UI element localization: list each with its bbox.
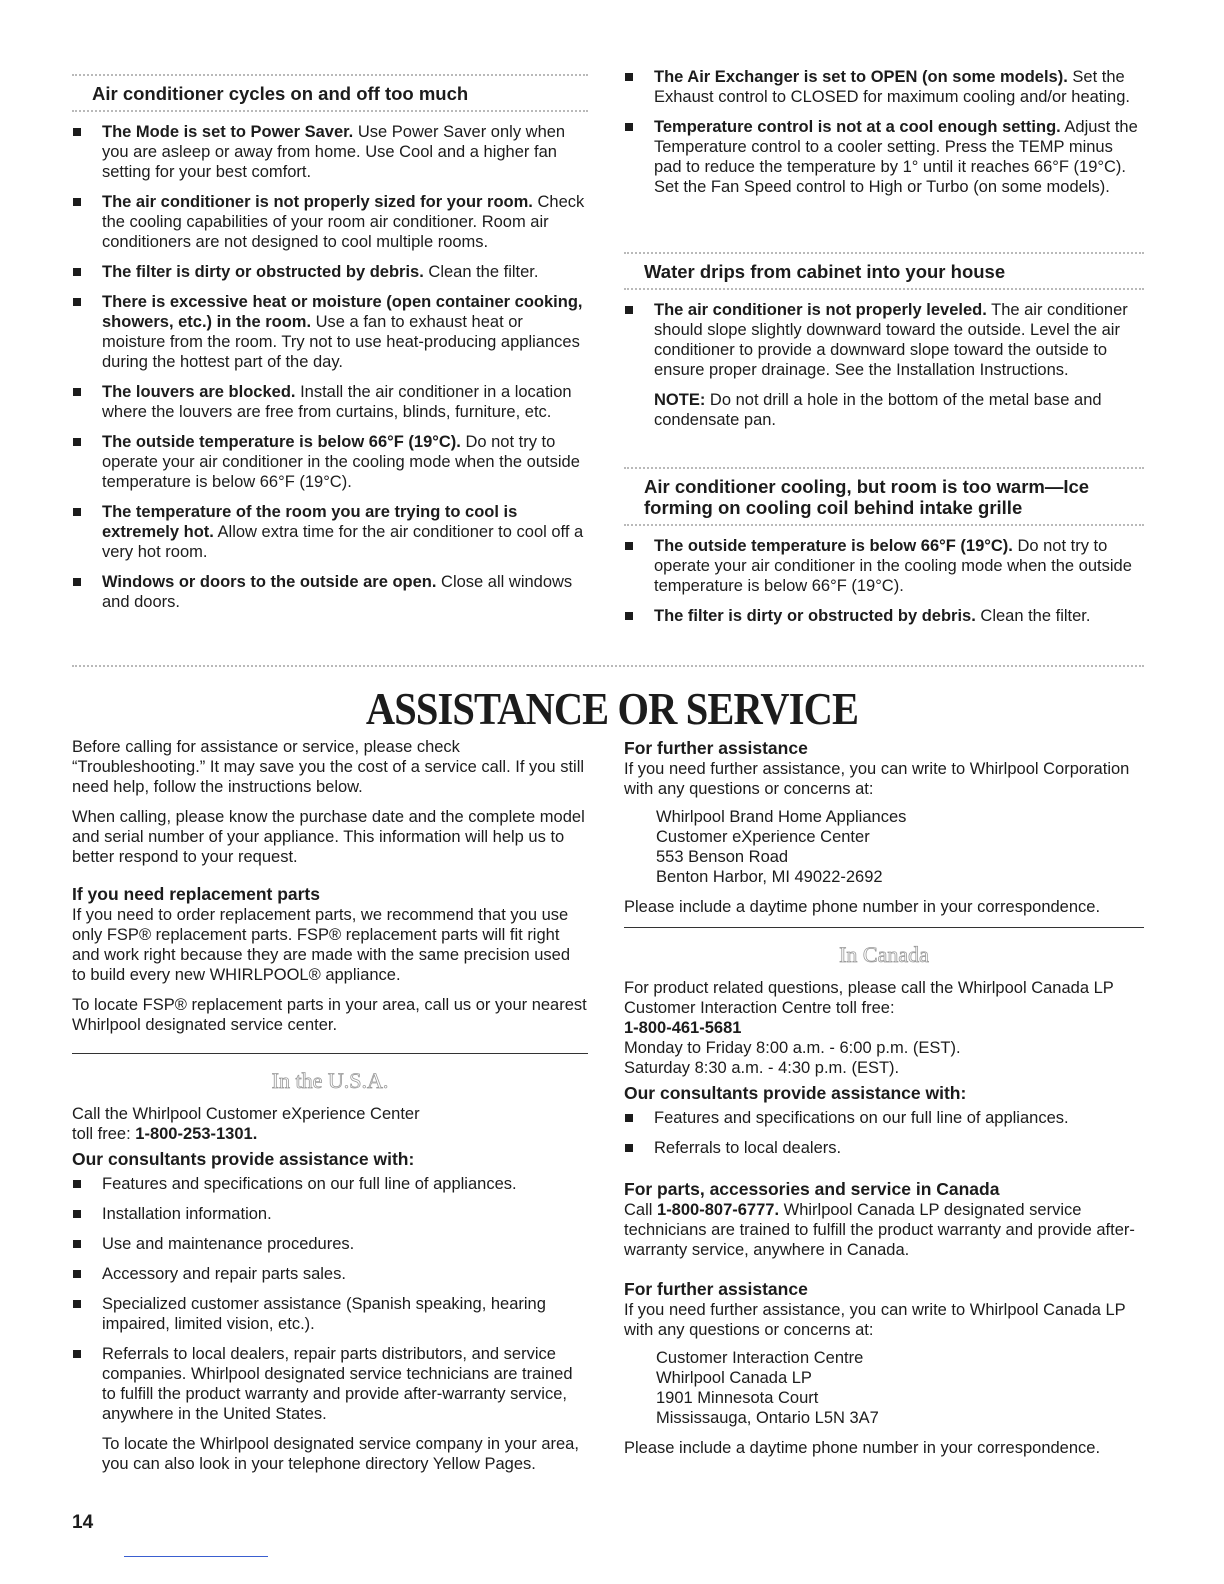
subheading: Our consultants provide assistance with:	[72, 1149, 415, 1169]
canada-parts-paragraph: Call 1-800-807-6777. Whirlpool Canada LP designated service technicians are trained to fulfill the product warranty and provide after-warranty service, anywhere in Canada.	[624, 1201, 1135, 1259]
list-item: The outside temperature is below 66°F (19°C). Do not try to operate your air conditioner in the cooling mode when the outside temperature is below 66°F (19°C).	[72, 432, 588, 492]
subheading: For further assistance	[624, 1279, 808, 1299]
section-right-top	[624, 57, 1144, 197]
divider	[72, 1053, 588, 1054]
address-block: Customer Interaction Centre Whirlpool Canada LP 1901 Minnesota Court Mississauga, Ontario L5N 3A7	[656, 1349, 879, 1427]
further-paragraph: If you need further assistance, you can write to Whirlpool Canada LP with any questions or concerns at:	[624, 1301, 1126, 1339]
section-heading: Air conditioner cooling, but room is too warm—Ice forming on cooling coil behind intake grille	[644, 476, 1090, 518]
address-block: Whirlpool Brand Home Appliances Customer eXperience Center 553 Benson Road Benton Harbor, MI 49022-2692	[656, 808, 907, 886]
list-item: Installation information.	[72, 1204, 588, 1224]
usa-call: Call the Whirlpool Customer eXperience Center toll free: 1-800-253-1301.	[72, 1105, 420, 1143]
list-item: There is excessive heat or moisture (open container cooking, showers, etc.) in the room. Use a fan to exhaust heat or moisture from the room. Try not to use heat-producing appliances during the hottest part of the day.	[72, 292, 588, 372]
dotted-rule	[72, 110, 588, 112]
cause-list	[624, 300, 1144, 430]
subheading: Our consultants provide assistance with:	[624, 1083, 967, 1103]
list-item: The Mode is set to Power Saver. Use Power Saver only when you are asleep or away from home. Use Cool and a higher fan setting for your best comfort.	[72, 122, 588, 182]
cause-list	[624, 536, 1144, 626]
section-ice	[624, 467, 1144, 626]
list-item: The filter is dirty or obstructed by debris. Clean the filter.	[72, 262, 588, 282]
list-item: Features and specifications on our full line of appliances.	[72, 1174, 588, 1194]
cause-list	[72, 122, 588, 612]
dotted-rule	[624, 288, 1144, 290]
service-list	[624, 1108, 1144, 1158]
phone-number: 1-800-461-5681	[624, 1019, 742, 1037]
phone-number: 1-800-807-6777.	[657, 1201, 780, 1219]
subheading: If you need replacement parts	[72, 884, 320, 904]
list-item: The temperature of the room you are trying to cool is extremely hot. Allow extra time for the air conditioner to cool off a very hot room.	[72, 502, 588, 562]
footer-line	[124, 1556, 268, 1557]
service-list	[72, 1174, 588, 1424]
locate-paragraph: To locate the Whirlpool designated service company in your area, you can also look in your telephone directory Yellow Pages.	[102, 1435, 579, 1473]
list-item: Specialized customer assistance (Spanish speaking, hearing impaired, limited vision, etc.).	[72, 1294, 588, 1334]
subheading: For further assistance	[624, 738, 808, 758]
parts-paragraph: To locate FSP® replacement parts in your area, call us or your nearest Whirlpool designated service center.	[72, 996, 587, 1034]
cause-list	[624, 67, 1144, 197]
list-item: The outside temperature is below 66°F (19°C). Do not try to operate your air conditioner in the cooling mode when the outside temperature is below 66°F (19°C).	[624, 536, 1144, 596]
list-item: The air conditioner is not properly leveled. The air conditioner should slope slightly downward toward the outside. Level the air conditioner to provide a downward slope toward the outside to ensure proper drainage. See the Installation Instructions. NOTE: Do not drill a hole in the bottom of the metal base and condensate pan.	[624, 300, 1144, 430]
section-heading: Water drips from cabinet into your house	[644, 261, 1006, 282]
closing-paragraph: Please include a daytime phone number in your correspondence.	[624, 898, 1101, 916]
section-drips	[624, 252, 1144, 430]
dotted-rule	[624, 524, 1144, 526]
country-heading: In the U.S.A.	[271, 1068, 389, 1093]
list-item: The air conditioner is not properly sized for your room. Check the cooling capabilities of your room air conditioner. Room air conditioners are not designed to cool multiple rooms.	[72, 192, 588, 252]
divider	[624, 927, 1144, 928]
list-item: Referrals to local dealers.	[624, 1138, 1144, 1158]
hours: Saturday 8:30 a.m. - 4:30 p.m. (EST).	[624, 1059, 900, 1077]
page-title: ASSISTANCE OR SERVICE	[365, 683, 859, 734]
section-cycles	[72, 74, 588, 612]
list-item: The louvers are blocked. Install the air conditioner in a location where the louvers are free from curtains, blinds, furniture, etc.	[72, 382, 588, 422]
list-item: Windows or doors to the outside are open. Close all windows and doors.	[72, 572, 588, 612]
intro-paragraph: Before calling for assistance or service, please check “Troubleshooting.” It may save you the cost of a service call. If you still need help, follow the instructions below.	[72, 738, 585, 796]
list-item: Features and specifications on our full line of appliances.	[624, 1108, 1144, 1128]
further-paragraph: If you need further assistance, you can write to Whirlpool Corporation with any questions or concerns at:	[624, 760, 1130, 798]
country-heading: In Canada	[839, 942, 929, 967]
intro-paragraph: When calling, please know the purchase date and the complete model and serial number of your appliance. This information will help us to better respond to your request.	[72, 808, 585, 866]
hours: Monday to Friday 8:00 a.m. - 6:00 p.m. (EST).	[624, 1039, 961, 1057]
assist-left	[72, 737, 588, 1484]
subheading: For parts, accessories and service in Canada	[624, 1179, 1000, 1199]
list-item: Use and maintenance procedures.	[72, 1234, 588, 1254]
section-heading: Air conditioner cycles on and off too much	[92, 83, 469, 104]
canada-text: For product related questions, please call the Whirlpool Canada LP Customer Interaction Centre toll free:	[624, 979, 1114, 1017]
assist-right	[624, 737, 1144, 1468]
list-item: Accessory and repair parts sales.	[72, 1264, 588, 1284]
list-item: The Air Exchanger is set to OPEN (on some models). Set the Exhaust control to CLOSED for maximum cooling and/or heating.	[624, 67, 1144, 107]
list-item: Referrals to local dealers, repair parts distributors, and service companies. Whirlpool designated service technicians are trained to fulfill the product warranty and provide after-warranty service, anywhere in the United States.	[72, 1344, 588, 1424]
page-number: 14	[72, 1512, 94, 1533]
note: NOTE: Do not drill a hole in the bottom of the metal base and condensate pan.	[654, 391, 1102, 429]
closing-paragraph: Please include a daytime phone number in your correspondence.	[624, 1439, 1101, 1457]
phone-number: 1-800-253-1301.	[135, 1125, 258, 1143]
list-item: Temperature control is not at a cool enough setting. Adjust the Temperature control to a cooler setting. Press the TEMP minus pad to reduce the temperature by 1° until it reaches 66°F (19°C). Set the Fan Speed control to High or Turbo (on some models).	[624, 117, 1144, 197]
section-divider	[72, 665, 1144, 667]
parts-paragraph: If you need to order replacement parts, we recommend that you use only FSP® replacement parts. FSP® replacement parts will fit right and work right because they are made with the same precision used to build every new WHIRLPOOL® appliance.	[72, 906, 571, 984]
list-item: The filter is dirty or obstructed by debris. Clean the filter.	[624, 606, 1144, 626]
